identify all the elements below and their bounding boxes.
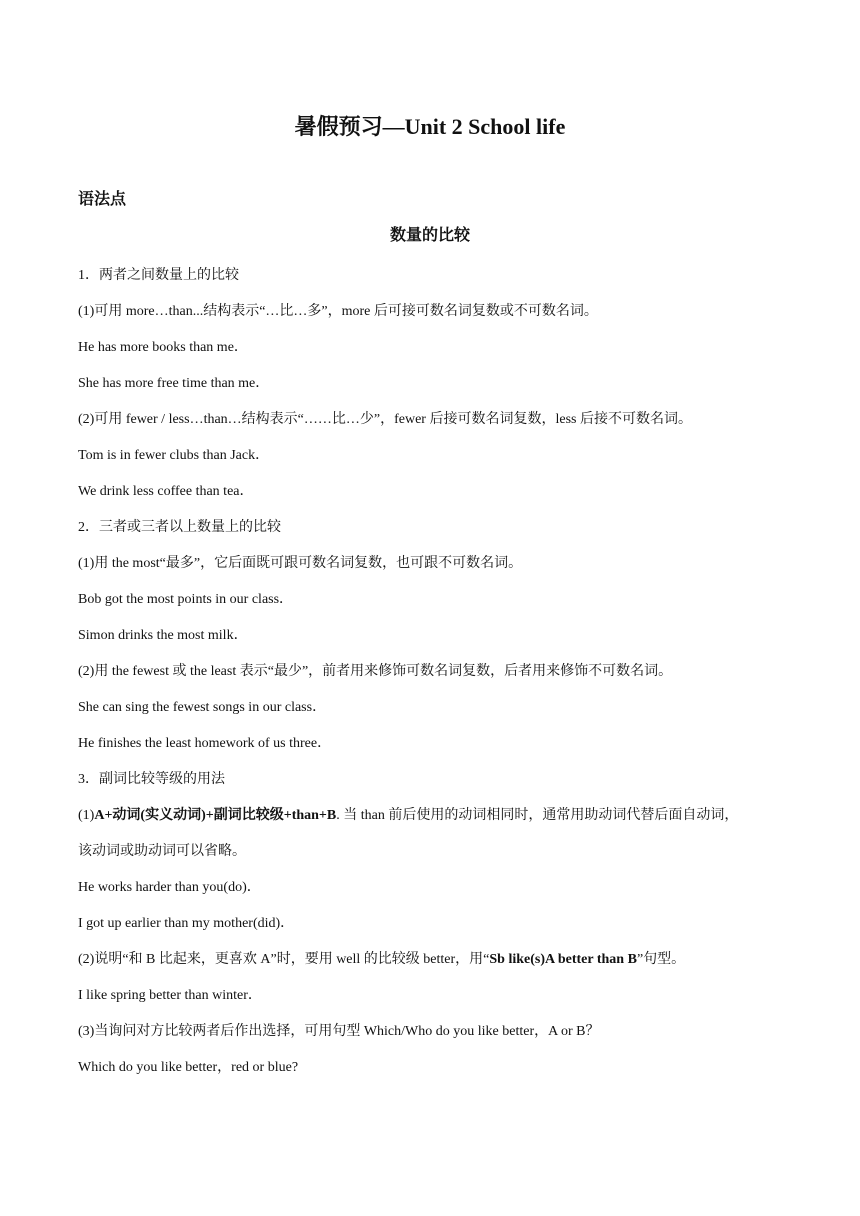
heading-three-item-comparison: 2．三者或三者以上数量上的比较: [78, 520, 281, 535]
example-sentence: Bob got the most points in our class．: [78, 592, 294, 607]
heading-two-item-comparison: 1．两者之间数量上的比较: [78, 268, 239, 283]
example-sentence: She has more free time than me．: [78, 376, 270, 391]
rule-the-fewest-least: (2)用 the fewest 或 the least 表示“最少”，前者用来修饰可数名词复数，后者用来修饰不可数名词。: [78, 664, 673, 679]
rule-text: ”句型。: [636, 952, 686, 967]
document-title: 暑假预习—Unit 2 School life: [294, 114, 566, 139]
rule-continuation: 该动词或助动词可以省略。: [78, 844, 246, 859]
example-sentence: Simon drinks the most milk．: [78, 628, 248, 643]
example-sentence: Tom is in fewer clubs than Jack．: [78, 448, 270, 463]
rule-formula: A+动词(实义动词)+副词比较级+than+B: [94, 808, 337, 823]
example-sentence: Which do you like better，red or blue?: [78, 1060, 299, 1075]
rule-number: (1): [78, 808, 95, 823]
rule-text: (2)说明“和 B 比起来，更喜欢 A”时，要用 well 的比较级 better，用“: [78, 952, 490, 967]
rule-the-most: (1)用 the most“最多”，它后面既可跟可数名词复数，也可跟不可数名词。: [78, 556, 523, 571]
rule-which-who-better: (3)当询问对方比较两者后作出选择，可用句型 Which/Who do you like better，A or B？: [78, 1024, 600, 1039]
document-body: [78, 258, 790, 1086]
example-sentence: She can sing the fewest songs in our class．: [78, 700, 327, 715]
section-heading: 语法点: [78, 191, 127, 208]
example-sentence: I like spring better than winter．: [78, 988, 262, 1003]
rule-more-than: (1)可用 more…than...结构表示“…比…多”，more 后可接可数名词复数或不可数名词。: [78, 304, 598, 319]
rule-text: . 当 than 前后使用的动词相同时，通常用助动词代替后面自动词，: [336, 808, 739, 823]
example-sentence: He works harder than you(do)．: [78, 880, 261, 895]
heading-adverb-comparison: 3．副词比较等级的用法: [78, 772, 225, 787]
example-sentence: He has more books than me．: [78, 340, 248, 355]
example-sentence: He finishes the least homework of us three．: [78, 736, 332, 751]
rule-fewer-less-than: (2)可用 fewer / less…than…结构表示“……比…少”，fewer 后接可数名词复数，less 后接不可数名词。: [78, 412, 692, 427]
subsection-heading: 数量的比较: [389, 227, 470, 244]
example-sentence: I got up earlier than my mother(did)．: [78, 916, 295, 931]
rule-like-better: [78, 942, 790, 978]
rule-formula: Sb like(s)A better than B: [489, 952, 637, 967]
example-sentence: We drink less coffee than tea．: [78, 484, 254, 499]
rule-adverb-comparative: [78, 798, 790, 834]
